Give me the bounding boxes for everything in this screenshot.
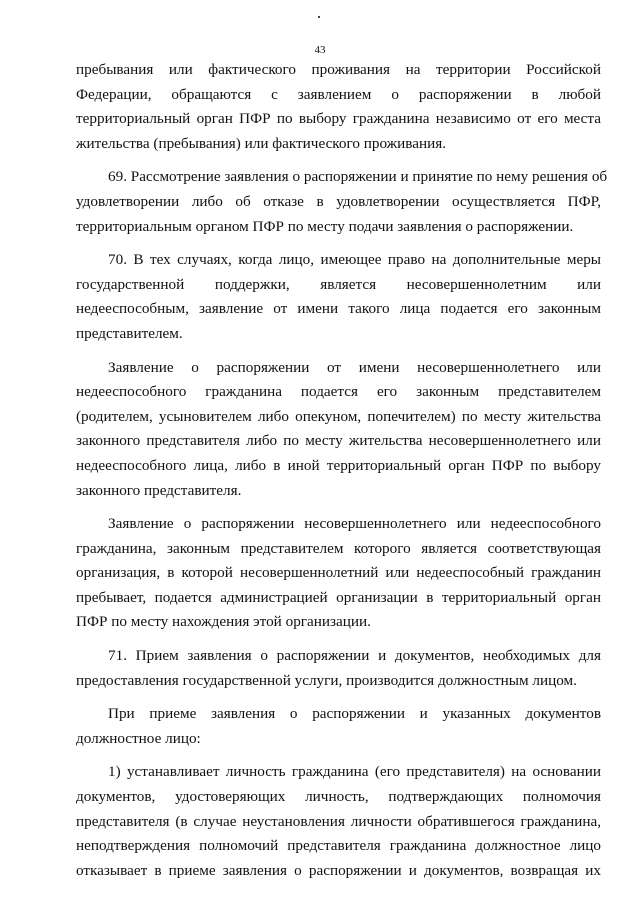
paragraph [76,702,601,751]
text-line: документов, удостоверяющих личность, подтверждающих полномочия [76,788,601,806]
text-line: (родителем, усыновителем либо опекуном, попечителем) по месту жительства [76,407,601,425]
text-line: Заявление о распоряжении несовершеннолетнего или недееспособного [108,515,601,533]
paragraph [76,512,601,635]
text-line: Заявление о распоряжении от имени несовершеннолетнего или [108,358,601,376]
scan-speck [318,16,320,18]
text-line: жительства (пребывания) или фактического проживания. [76,134,447,152]
text-line: ПФР по месту нахождения этой организации. [76,613,371,631]
text-line: неподтверждения полномочий представителя гражданина должностное лицо [76,837,601,855]
document-body [76,58,608,892]
text-line: 70. В тех случаях, когда лицо, имеющее право на дополнительные меры [108,251,601,269]
text-line: 69. Рассмотрение заявления о распоряжении и принятие по нему решения об [108,168,608,186]
text-line: государственной поддержки, является несовершеннолетним или [76,275,601,293]
paragraph [76,165,608,239]
page-number: 43 [314,44,326,56]
text-line: 1) устанавливает личность гражданина (его представителя) на основании [108,763,601,781]
text-line: недееспособным, заявление от имени такого лица подается его законным [76,300,601,318]
paragraph [76,248,601,346]
text-line: 71. Прием заявления о распоряжении и документов, необходимых для [108,647,601,665]
text-line: недееспособного гражданина подается его законным представителем [76,383,601,401]
text-line: удовлетворении либо об отказе в удовлетворении осуществляется ПФР, [76,192,601,210]
text-line: гражданина, законным представителем которого является соответствующая [76,539,601,557]
text-line: предоставления государственной услуги, производится должностным лицом. [76,671,577,689]
paragraph [76,644,601,693]
text-line: пребывания или фактического проживания на территории Российской [76,61,601,78]
text-line: представителя (в случае неустановления личности обратившегося гражданина, [76,812,601,830]
text-line: представителем. [76,324,183,342]
text-line: законного представителя. [76,481,242,499]
text-line: организация, в которой несовершеннолетний или недееспособный гражданин [76,564,601,582]
paragraph [76,58,601,156]
text-line: При приеме заявления о распоряжении и указанных документов [108,705,601,723]
text-line: отказывает в приеме заявления о распоряжении и документов, возвращая их [76,861,601,879]
paragraph [76,356,601,504]
text-line: Федерации, обращаются с заявлением о распоряжении в любой [76,85,601,103]
text-line: должностное лицо: [76,729,201,747]
text-line: пребывает, подается администрацией организации в территориальный орган [76,588,601,606]
paragraph [76,760,601,883]
text-line: территориальный орган ПФР по выбору гражданина независимо от его места [76,110,601,128]
text-line: территориальным органом ПФР по месту подачи заявления о распоряжении. [76,217,574,235]
text-line: недееспособного лица, либо в иной территориальный орган ПФР по выбору [76,456,601,474]
text-line: законного представителя либо по месту жительства несовершеннолетнего или [76,432,601,450]
